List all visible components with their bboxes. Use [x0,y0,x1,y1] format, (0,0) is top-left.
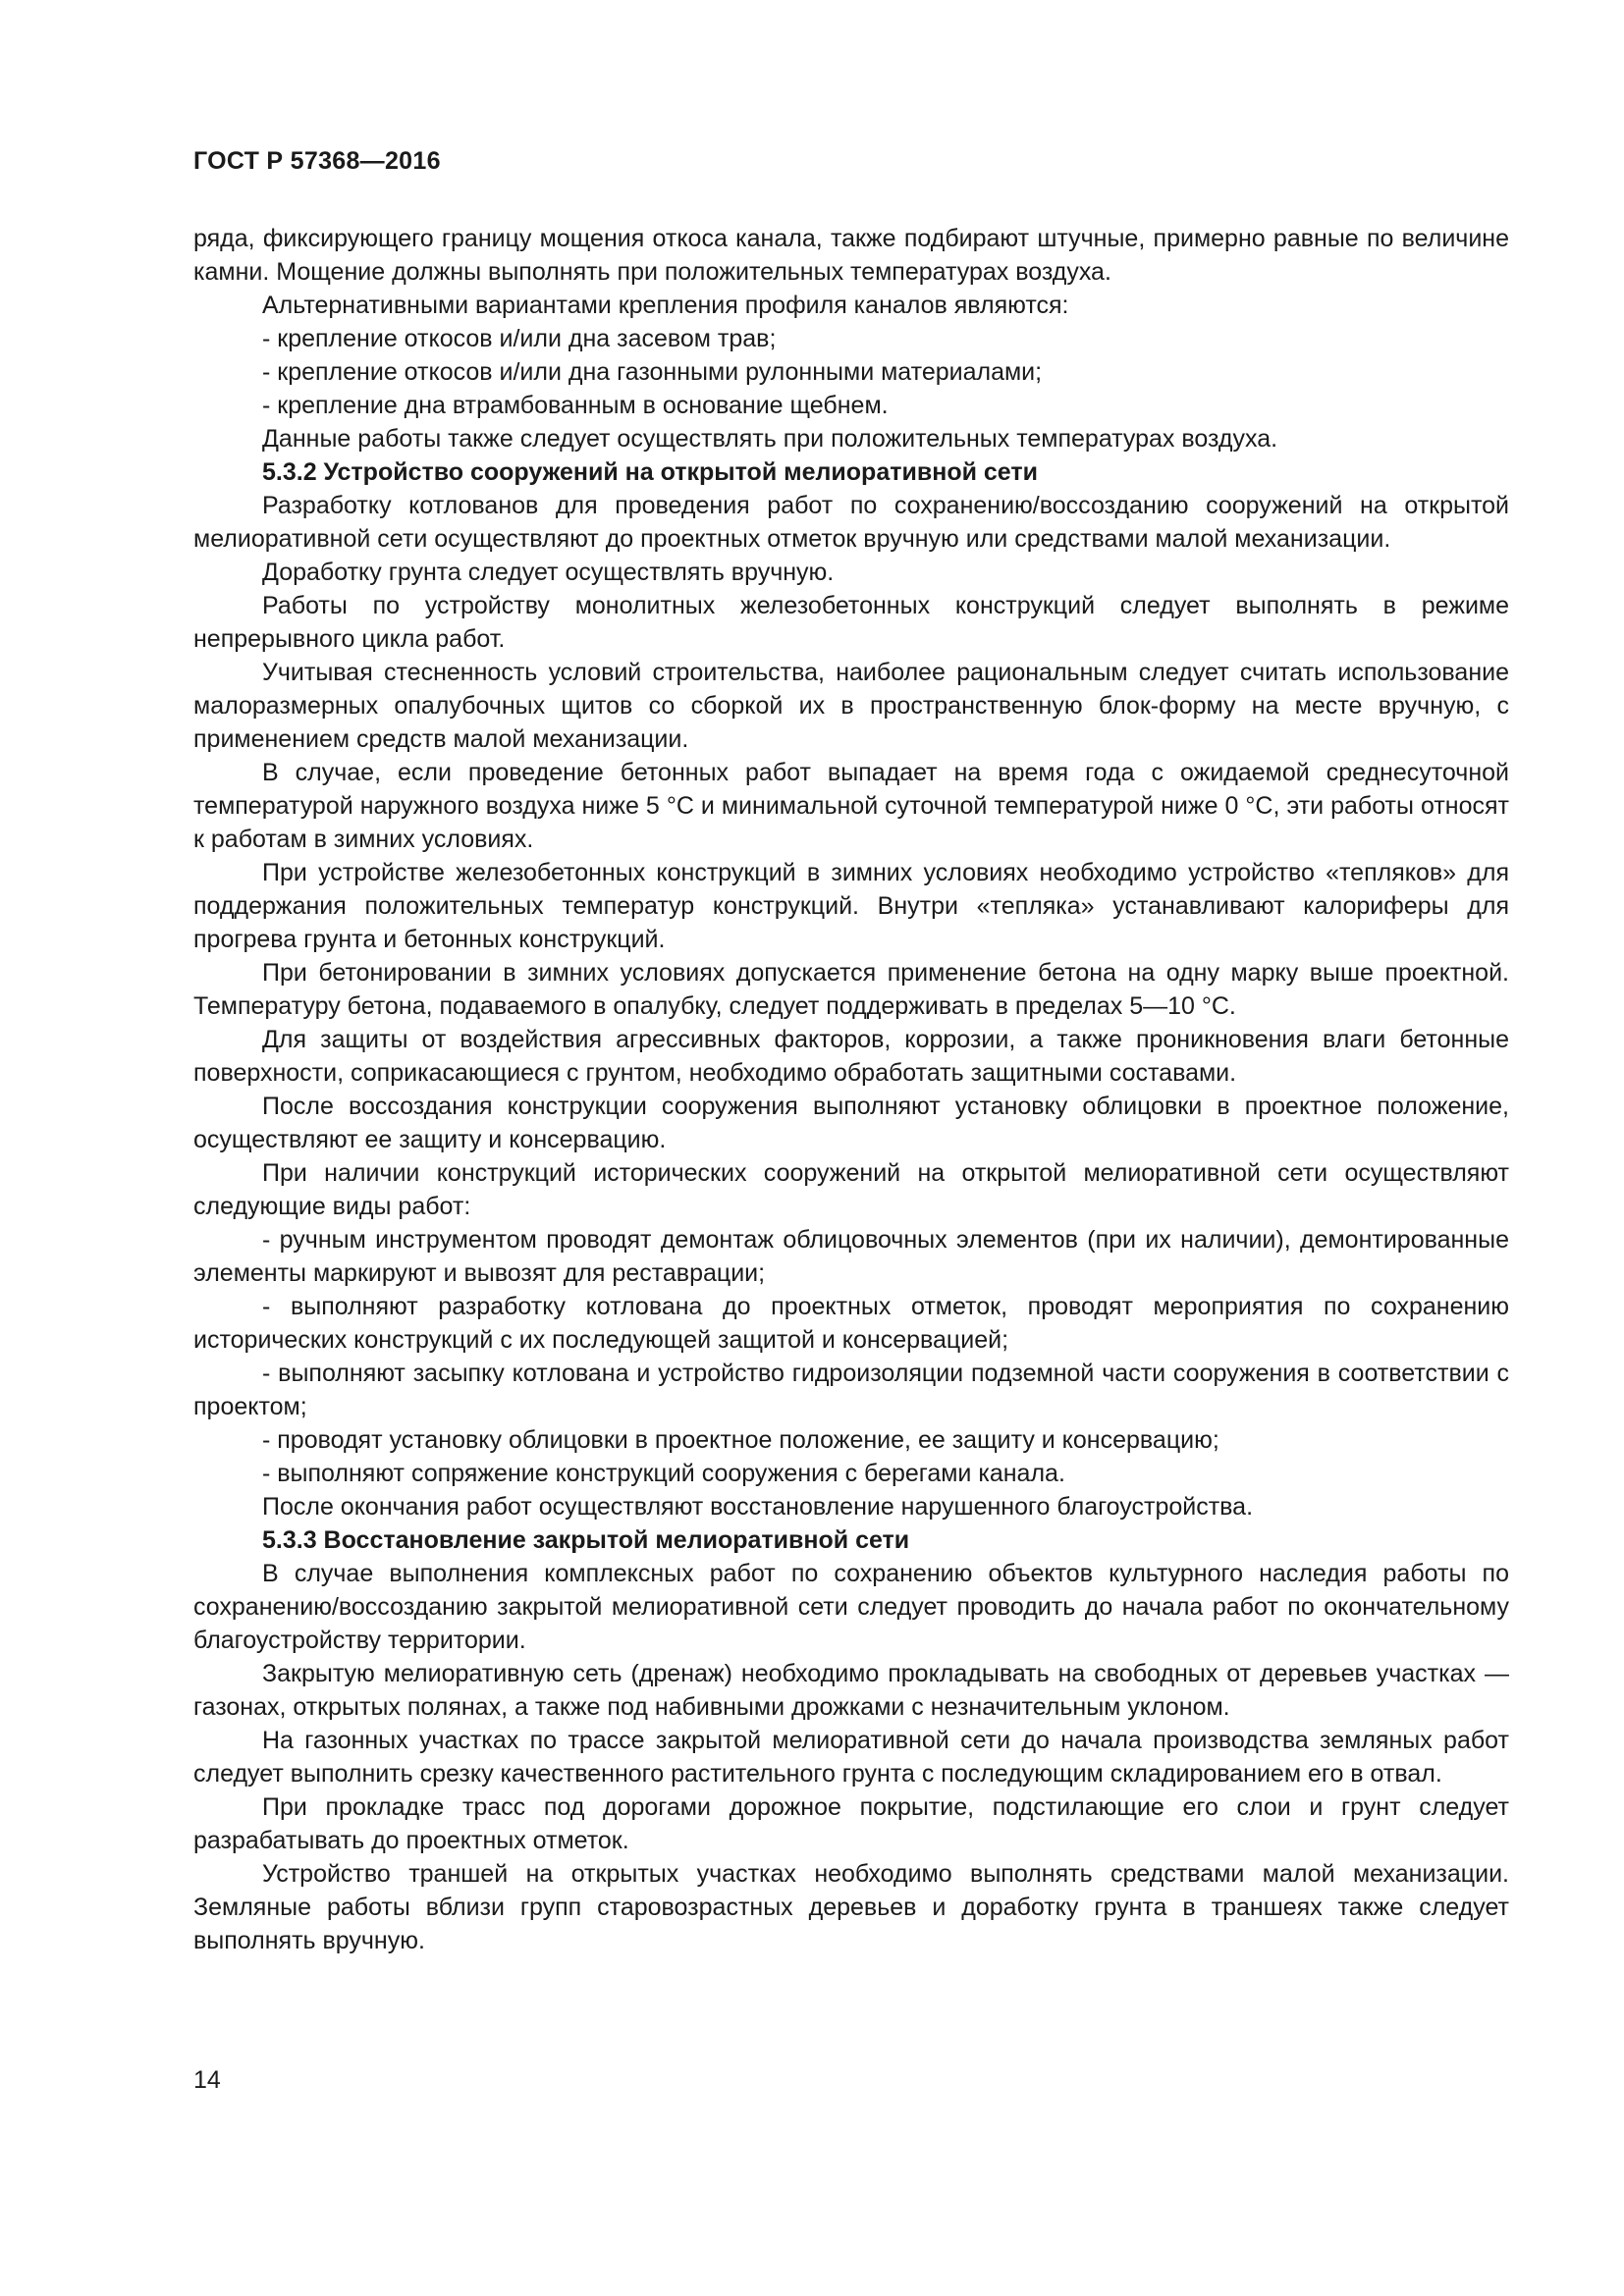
body-paragraph: ряда, фиксирующего границу мощения откоса канала, также подбирают штучные, примерно равные по величине камни. Мощение должны выполнять при положительных температурах воздуха. [193,225,1509,286]
body-paragraph: Работы по устройству монолитных железобетонных конструкций следует выполнять в режиме непрерывного цикла работ. [193,592,1509,653]
body-paragraph: - выполняют сопряжение конструкций сооружения с берегами канала. [262,1460,1065,1487]
section-heading: 5.3.2 Устройство сооружений на открытой мелиоративной сети [262,458,1038,486]
body-paragraph: Данные работы также следует осуществлять при положительных температурах воздуха. [262,425,1278,453]
body-paragraph: В случае выполнения комплексных работ по сохранению объектов культурного наследия работы по сохранению/воссозданию закрытой мелиоративной сети следует проводить до начала работ по окончательному благоустройству территории. [193,1560,1509,1654]
body-paragraph: Устройство траншей на открытых участках необходимо выполнять средствами малой механизации. Земляные работы вблизи групп старовозрастных деревьев и доработку грунта в траншеях также следует выполнять вручную. [193,1860,1509,1954]
body-paragraph: - крепление откосов и/или дна засевом трав; [262,325,777,352]
body-paragraph: - крепление дна втрамбованным в основание щебнем. [262,392,889,419]
body-paragraph: При наличии конструкций исторических сооружений на открытой мелиоративной сети осуществляют следующие виды работ: [193,1159,1509,1220]
body-paragraph: Доработку грунта следует осуществлять вручную. [262,559,835,586]
body-paragraph: После окончания работ осуществляют восстановление нарушенного благоустройства. [262,1493,1254,1521]
body-paragraph: Альтернативными вариантами крепления профиля каналов являются: [262,292,1069,319]
body-paragraph: На газонных участках по трассе закрытой мелиоративной сети до начала производства земляных работ следует выполнить срезку качественного растительного грунта с последующим складированием его в отвал. [193,1727,1509,1788]
body-paragraph: Закрытую мелиоративную сеть (дренаж) необходимо прокладывать на свободных от деревьев участках — газонах, открытых полянах, а также под набивными дрожками с незначительным уклоном. [193,1660,1509,1721]
section-heading: 5.3.3 Восстановление закрытой мелиоративной сети [262,1526,910,1554]
body-paragraph: Учитывая стесненность условий строительства, наиболее рациональным следует считать использование малоразмерных опалубочных щитов со сборкой их в пространственную блок-форму на месте вручную, с применением средств малой механизации. [193,659,1509,753]
body-paragraph: - выполняют засыпку котлована и устройство гидроизоляции подземной части сооружения в соответствии с проектом; [193,1360,1509,1420]
body-paragraph: При бетонировании в зимних условиях допускается применение бетона на одну марку выше проектной. Температуру бетона, подаваемого в опалубку, следует поддерживать в пределах 5—10 °С. [193,959,1509,1020]
body-paragraph: При устройстве железобетонных конструкций в зимних условиях необходимо устройство «тепляков» для поддержания положительных температур конструкций. Внутри «тепляка» устанавливают калориферы для прогрева грунта и бетонных конструкций. [193,859,1509,953]
body-paragraph: Разработку котлованов для проведения работ по сохранению/воссозданию сооружений на открытой мелиоративной сети осуществляют до проектных отметок вручную или средствами малой механизации. [193,492,1509,553]
body-paragraph: Для защиты от воздействия агрессивных факторов, коррозии, а также проникновения влаги бетонные поверхности, соприкасающиеся с грунтом, необходимо обработать защитными составами. [193,1026,1509,1087]
body-paragraph: В случае, если проведение бетонных работ выпадает на время года с ожидаемой среднесуточной температурой наружного воздуха ниже 5 °С и минимальной суточной температурой ниже 0 °С, эти работы относят к работам в зимних условиях. [193,759,1509,853]
body-paragraph: После воссоздания конструкции сооружения выполняют установку облицовки в проектное положение, осуществляют ее защиту и консервацию. [193,1093,1509,1153]
document-body [193,222,1509,1957]
body-paragraph: - проводят установку облицовки в проектное положение, ее защиту и консервацию; [262,1426,1219,1454]
body-paragraph: При прокладке трасс под дорогами дорожное покрытие, подстилающие его слои и грунт следует разрабатывать до проектных отметок. [193,1793,1509,1854]
document-header: ГОСТ Р 57368—2016 [193,147,441,175]
page-number: 14 [193,2066,221,2094]
body-paragraph: - крепление откосов и/или дна газонными рулонными материалами; [262,358,1043,386]
body-paragraph: - выполняют разработку котлована до проектных отметок, проводят мероприятия по сохранению исторических конструкций с их последующей защитой и консервацией; [193,1293,1509,1354]
body-paragraph: - ручным инструментом проводят демонтаж облицовочных элементов (при их наличии), демонтированные элементы маркируют и вывозят для реставрации; [193,1226,1509,1287]
